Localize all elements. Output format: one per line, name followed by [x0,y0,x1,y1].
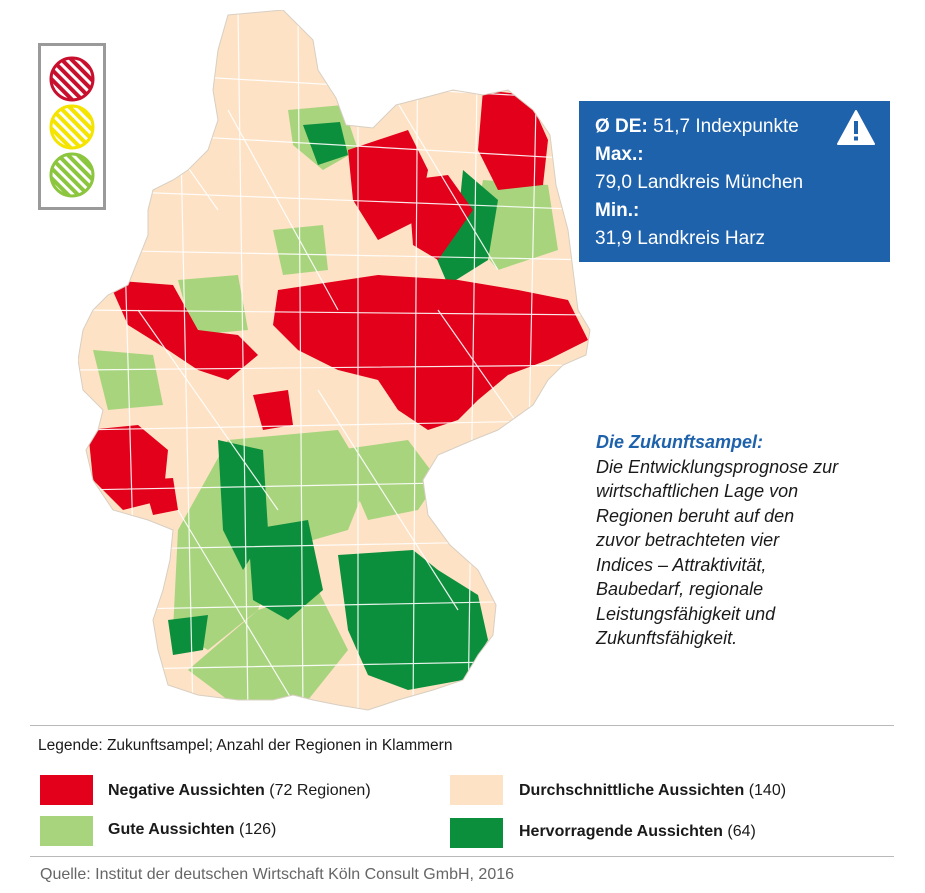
legend-label-good [108,821,276,839]
description-line: Leistungsfähigkeit und [596,603,776,624]
legend-count: (140) [748,782,787,799]
legend-swatch-negative [40,775,93,805]
legend-name: Gute Aussichten [108,821,235,838]
min-value: 31,9 Landkreis Harz [595,228,766,249]
legend-swatch-excellent [450,818,503,848]
min-label: Min.: [595,200,640,221]
legend-label-negative [108,782,371,800]
legend-name: Negative Aussichten [108,782,265,799]
legend-top-divider [30,725,894,726]
description-line: Die Entwicklungsprognose zur [596,456,839,477]
germany-map [78,10,598,715]
max-label: Max.: [595,144,644,165]
legend-title: Legende: Zukunftsampel; Anzahl der Regionen in Klammern [38,737,453,754]
warning-icon [836,109,876,147]
legend-swatch-average [450,775,503,805]
description-line: Zukunftsfähigkeit. [596,628,738,648]
source-note: Quelle: Institut der deutschen Wirtschaft Köln Consult GmbH, 2016 [40,866,515,883]
max-value: 79,0 Landkreis München [595,172,804,193]
legend-label-excellent [519,823,756,841]
description-text [596,430,906,651]
legend-count: (72 Regionen) [269,782,371,799]
description-heading: Die Zukunftsampel: [596,432,764,452]
average-value: 51,7 Indexpunkte [653,116,799,137]
description-line: Regionen beruht auf den [596,505,795,526]
average-label: Ø DE: [595,116,648,137]
legend-count: (64) [727,823,756,840]
description-line: Indices – Attraktivität, [596,554,767,575]
legend-name: Hervorragende Aussichten [519,823,723,840]
description-line: zuvor betrachteten vier [596,530,780,550]
legend-name: Durchschnittliche Aussichten [519,782,745,799]
description-line: Baubedarf, regionale [596,579,764,599]
description-line: wirtschaftlichen Lage von [596,481,799,501]
legend-label-average [519,782,786,800]
legend-count: (126) [239,821,277,838]
legend-bottom-divider [30,856,894,857]
stats-infobox [579,101,890,262]
legend-swatch-good [40,816,93,846]
